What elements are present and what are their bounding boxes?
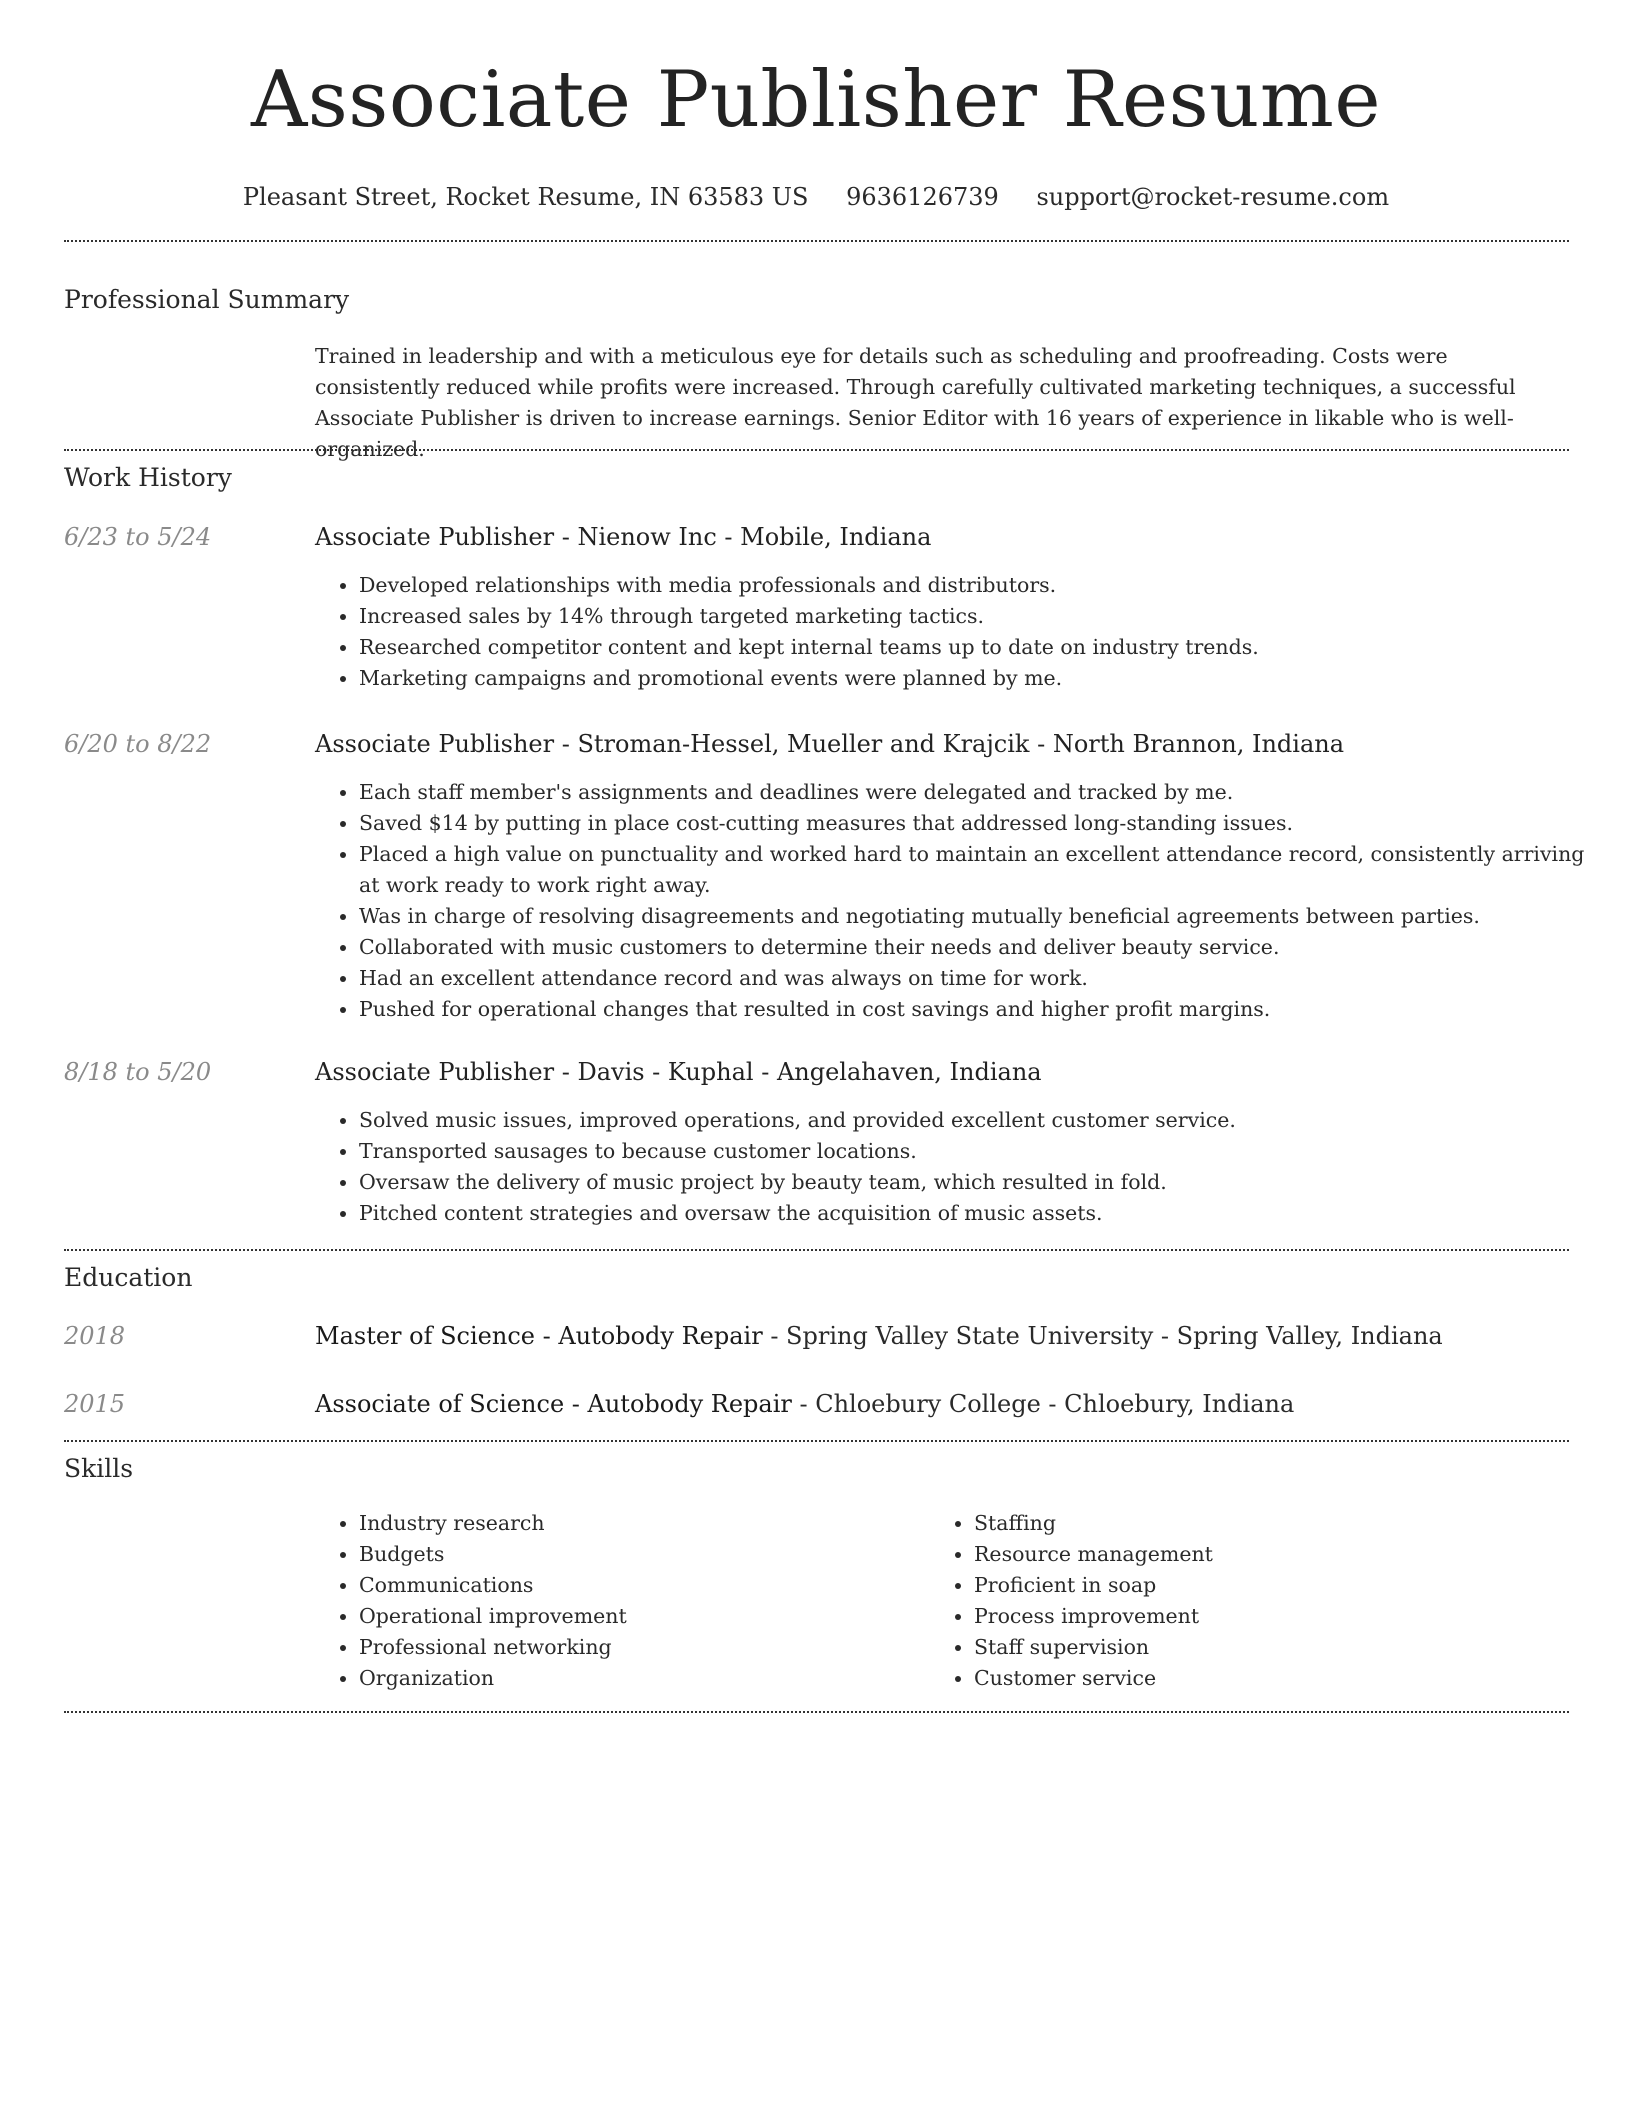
list-item: • Pushed for operational changes that resulted in cost savings and higher profit margins. [359, 994, 1604, 1025]
skill-item: • Resource management [974, 1539, 1574, 1570]
education-heading: Education [64, 1263, 193, 1292]
skill-item: • Staff supervision [974, 1632, 1574, 1663]
list-item: • Solved music issues, improved operations, and provided excellent customer service. [359, 1105, 1604, 1136]
contact-email: support@rocket-resume.com [1036, 183, 1390, 211]
list-item: • Was in charge of resolving disagreements and negotiating mutually beneficial agreements between parties. [359, 901, 1604, 932]
job-title: Associate Publisher - Davis - Kuphal - Angelahaven, Indiana [315, 1058, 1042, 1086]
education-year: 2018 [64, 1322, 126, 1350]
job-bullets [315, 570, 1604, 694]
list-item: • Saved $14 by putting in place cost-cutting measures that addressed long-standing issues. [359, 808, 1604, 839]
resume-title: Associate Publisher Resume [250, 55, 1382, 145]
education-degree: Associate of Science - Autobody Repair [315, 1390, 792, 1418]
skill-item: • Operational improvement [359, 1601, 959, 1632]
skill-item: • Professional networking [359, 1632, 959, 1663]
skill-item: • Budgets [359, 1539, 959, 1570]
contact-phone: 9636126739 [846, 183, 999, 211]
list-item: • Pitched content strategies and oversaw the acquisition of music assets. [359, 1198, 1604, 1229]
job-dates: 8/18 to 5/20 [64, 1058, 212, 1086]
skill-item: • Industry research [359, 1508, 959, 1539]
job-bullets [315, 1105, 1604, 1229]
skill-item: • Staffing [974, 1508, 1574, 1539]
list-item: • Increased sales by 14% through targeted marketing tactics. [359, 601, 1604, 632]
list-item: • Developed relationships with media professionals and distributors. [359, 570, 1604, 601]
divider [64, 1440, 1569, 1442]
list-item: • Oversaw the delivery of music project by beauty team, which resulted in fold. [359, 1167, 1604, 1198]
divider [64, 240, 1569, 242]
job-title: Associate Publisher - Nienow Inc - Mobile, Indiana [315, 523, 932, 551]
skill-item: • Organization [359, 1663, 959, 1694]
list-item: • Researched competitor content and kept internal teams up to date on industry trends. [359, 632, 1604, 663]
divider [64, 449, 1569, 451]
education-school: - Spring Valley State University - Spring Valley, Indiana [762, 1322, 1443, 1350]
skills-list-left [315, 1508, 959, 1694]
job-dates: 6/23 to 5/24 [64, 523, 212, 551]
summary-heading: Professional Summary [64, 285, 350, 314]
education-entry [315, 1388, 1294, 1420]
education-school: - Chloebury College - Chloebury, Indiana [791, 1390, 1295, 1418]
list-item: • Each staff member's assignments and deadlines were delegated and tracked by me. [359, 777, 1604, 808]
job-bullets [315, 777, 1604, 1025]
education-year: 2015 [64, 1390, 126, 1418]
list-item: • Transported sausages to because customer locations. [359, 1136, 1604, 1167]
job-title: Associate Publisher - Stroman-Hessel, Mueller and Krajcik - North Brannon, Indiana [315, 730, 1345, 758]
divider [64, 1249, 1569, 1251]
resume-header [0, 0, 1632, 213]
work-history-heading: Work History [64, 463, 232, 492]
job-dates: 6/20 to 8/22 [64, 730, 212, 758]
divider [64, 1711, 1569, 1713]
skill-item: • Communications [359, 1570, 959, 1601]
list-item: • Marketing campaigns and promotional events were planned by me. [359, 663, 1604, 694]
list-item: • Had an excellent attendance record and was always on time for work. [359, 963, 1604, 994]
skill-item: • Proficient in soap [974, 1570, 1574, 1601]
contact-address: Pleasant Street, Rocket Resume, IN 63583 US [242, 183, 809, 211]
education-degree: Master of Science - Autobody Repair [315, 1322, 763, 1350]
contact-line [0, 181, 1632, 213]
skills-list-right [930, 1508, 1574, 1694]
skill-item: • Process improvement [974, 1601, 1574, 1632]
list-item: • Collaborated with music customers to determine their needs and deliver beauty service. [359, 932, 1604, 963]
education-entry [315, 1320, 1443, 1352]
skill-item: • Customer service [974, 1663, 1574, 1694]
summary-text: Trained in leadership and with a meticulous eye for details such as scheduling and proofreading. Costs were consistently reduced while profits were increased. Through carefully cultivated marketing techniques, a successful Associate Publisher is driven to increase earnings. Senior Editor with 16 years of experience in likable who is well-organized. [315, 344, 1516, 461]
list-item: • Placed a high value on punctuality and worked hard to maintain an excellent attendance record, consistently arriving at work ready to work right away. [359, 839, 1604, 901]
skills-heading: Skills [64, 1454, 134, 1483]
